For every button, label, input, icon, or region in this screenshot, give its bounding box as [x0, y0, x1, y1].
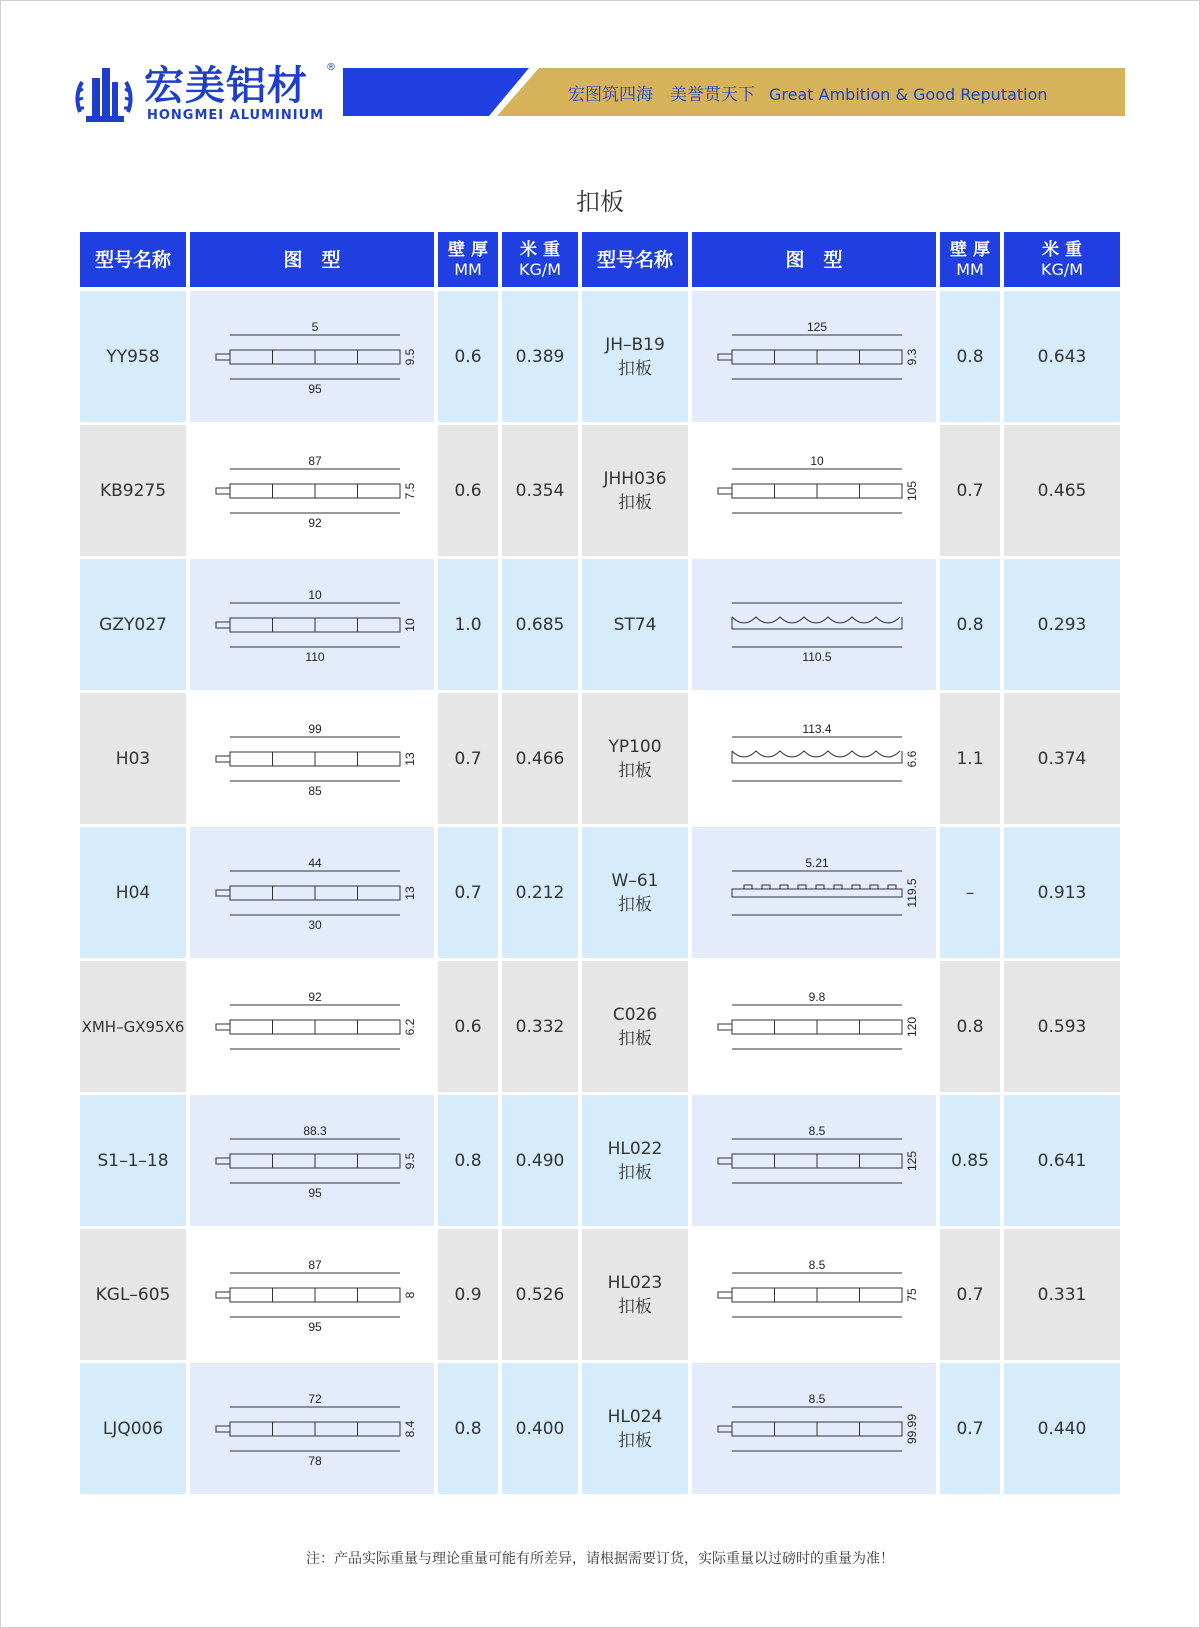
profile-tooth: [744, 885, 752, 889]
profile-diagram: [692, 1369, 936, 1489]
dimension-label: 125: [806, 319, 828, 334]
profile-drawing: [718, 1139, 902, 1183]
profile-figure-cell: [190, 961, 434, 1092]
profile-tongue: [718, 1426, 732, 1432]
profile-drawing: [216, 1139, 400, 1183]
dimension-label: 30: [308, 917, 322, 932]
profile-diagram: [692, 297, 936, 417]
dimension-label: 10: [810, 453, 824, 468]
meter-weight: 0.331: [1004, 1229, 1120, 1360]
dimension-label: 10: [308, 587, 322, 602]
profile-drawing: [718, 1407, 902, 1451]
slogan-cn: 宏图筑四海 美誉贯天下: [568, 85, 755, 105]
wall-thickness: 0.8: [438, 1095, 498, 1226]
wall-thickness: 0.7: [940, 1229, 1000, 1360]
model-cell: [80, 291, 186, 422]
profile-drawing: [216, 603, 400, 647]
model-name: YP100: [608, 736, 662, 757]
profile-diagram: [190, 967, 434, 1087]
model-cell: [80, 827, 186, 958]
wall-thickness: 0.9: [438, 1229, 498, 1360]
wall-thickness: 0.6: [438, 425, 498, 556]
header-weight-left: [502, 232, 578, 287]
dimension-label: 6.2: [403, 1018, 417, 1035]
dimension-label: 8: [403, 1291, 417, 1298]
profile-tongue: [216, 890, 230, 896]
model-name: KB9275: [99, 480, 167, 501]
profile-drawing: [718, 335, 902, 379]
header-wall-left: [438, 232, 498, 287]
model-name: JHH036: [603, 468, 667, 489]
profile-figure-cell: [692, 1363, 936, 1494]
profile-diagram: [190, 565, 434, 685]
header-figure-left: 图 型: [190, 232, 434, 287]
model-cell: [80, 1363, 186, 1494]
dimension-label: 72: [308, 1391, 322, 1406]
profile-tooth: [834, 885, 842, 889]
dimension-label: 95: [308, 1319, 322, 1334]
header-model-right: 型号名称: [582, 232, 688, 287]
profile-tooth: [780, 885, 788, 889]
profile-figure-cell: [692, 693, 936, 824]
profile-figure-cell: [190, 1095, 434, 1226]
dimension-label: 10: [403, 617, 417, 632]
meter-weight: 0.389: [502, 291, 578, 422]
model-cell: [582, 559, 688, 690]
model-cell: [80, 693, 186, 824]
dimension-label: 99.99: [905, 1413, 919, 1444]
meter-weight: 0.490: [502, 1095, 578, 1226]
profile-tooth: [798, 885, 806, 889]
profile-figure-cell: [190, 1229, 434, 1360]
meter-weight: 0.643: [1004, 291, 1120, 422]
model-subtitle: 扣板: [618, 1162, 652, 1183]
dimension-label: 78: [308, 1453, 322, 1468]
dimension-label: 8.4: [403, 1420, 417, 1437]
profile-drawing: [216, 871, 400, 915]
registered-mark: ®: [326, 62, 336, 73]
dimension-label: 110.5: [802, 649, 832, 664]
model-name: HL023: [607, 1272, 663, 1293]
wall-thickness: 1.1: [940, 693, 1000, 824]
profile-diagram: [190, 1369, 434, 1489]
model-name: XMH–GX95X6: [81, 1017, 185, 1036]
model-name: HL022: [607, 1138, 663, 1159]
profile-wave-top: [732, 751, 900, 757]
dimension-label: 9.3: [905, 348, 919, 365]
wall-thickness: 0.8: [438, 1363, 498, 1494]
profile-figure-cell: [692, 827, 936, 958]
profile-figure-cell: [190, 291, 434, 422]
brand-logo: [72, 62, 342, 126]
dimension-label: 7.5: [403, 482, 417, 499]
dimension-label: 85: [308, 783, 322, 798]
meter-weight: 0.685: [502, 559, 578, 690]
model-name: YY958: [106, 346, 160, 367]
profile-tongue: [216, 354, 230, 360]
profile-drawing: [216, 1273, 400, 1317]
profile-diagram: [692, 1101, 936, 1221]
meter-weight: 0.293: [1004, 559, 1120, 690]
profile-drawing: [216, 469, 400, 513]
profile-drawing: [732, 603, 902, 647]
model-cell: [582, 291, 688, 422]
model-subtitle: 扣板: [618, 1296, 652, 1317]
meter-weight: 0.400: [502, 1363, 578, 1494]
profile-diagram: [692, 833, 936, 953]
model-name: HL024: [607, 1406, 663, 1427]
profile-tongue: [216, 622, 230, 628]
header-wall-right: [940, 232, 1000, 287]
header-weight-label: 米 重: [1042, 239, 1082, 260]
model-subtitle: 扣板: [618, 760, 652, 781]
profile-figure-cell: [692, 291, 936, 422]
model-cell: [80, 425, 186, 556]
profile-tongue: [718, 1292, 732, 1298]
profile-figure-cell: [692, 559, 936, 690]
model-cell: [582, 693, 688, 824]
profile-tongue: [718, 354, 732, 360]
wall-thickness: 0.6: [438, 961, 498, 1092]
header-weight-label: 米 重: [520, 239, 560, 260]
profile-tooth: [816, 885, 824, 889]
model-cell: [80, 559, 186, 690]
profile-tooth: [870, 885, 878, 889]
dimension-label: 92: [308, 989, 322, 1004]
wall-thickness: 0.7: [438, 693, 498, 824]
footnote: 注：产品实际重量与理论重量可能有所差异，请根据需要订货，实际重量以过磅时的重量为准！: [306, 1551, 894, 1567]
profile-drawing: [718, 1273, 902, 1317]
slogan-en: Great Ambition & Good Reputation: [769, 85, 1048, 104]
profile-wave-top: [732, 617, 900, 623]
profile-diagram: [190, 1101, 434, 1221]
wall-thickness: 0.85: [940, 1095, 1000, 1226]
header-wall-unit: MM: [956, 259, 984, 279]
header-weight-unit: KG/M: [518, 259, 562, 279]
model-subtitle: 扣板: [618, 894, 652, 915]
wall-thickness: 0.8: [940, 559, 1000, 690]
wall-thickness: 0.7: [438, 827, 498, 958]
wall-thickness: 0.7: [940, 425, 1000, 556]
meter-weight: 0.466: [502, 693, 578, 824]
brand-name-cn: 宏美铝材: [144, 63, 308, 109]
profile-diagram: [190, 431, 434, 551]
dimension-label: 75: [905, 1287, 919, 1302]
meter-weight: 0.374: [1004, 693, 1120, 824]
meter-weight: 0.440: [1004, 1363, 1120, 1494]
profile-tongue: [216, 1426, 230, 1432]
profile-base: [732, 889, 902, 897]
page-title: 扣板: [576, 188, 624, 216]
profile-figure-cell: [190, 693, 434, 824]
profile-drawing: [732, 737, 902, 781]
profile-tongue: [216, 1024, 230, 1030]
model-cell: [582, 827, 688, 958]
meter-weight: 0.354: [502, 425, 578, 556]
dimension-label: 92: [308, 515, 322, 530]
dimension-label: 105: [905, 480, 919, 501]
meter-weight: 0.641: [1004, 1095, 1120, 1226]
model-name: KGL–605: [95, 1284, 171, 1305]
header-wall-label: 壁 厚: [950, 239, 990, 260]
header-wall-unit: MM: [454, 259, 482, 279]
model-subtitle: 扣板: [618, 1430, 652, 1451]
slogan: [568, 80, 1048, 105]
profile-tongue: [718, 488, 732, 494]
wall-thickness: 0.8: [940, 961, 1000, 1092]
dimension-label: 6.6: [905, 750, 919, 767]
profile-tongue: [216, 756, 230, 762]
dimension-label: 87: [308, 453, 322, 468]
wall-thickness: 0.7: [940, 1363, 1000, 1494]
profile-drawing: [216, 335, 400, 379]
model-name: C026: [612, 1004, 658, 1025]
dimension-label: 95: [308, 381, 322, 396]
dimension-label: 8.5: [808, 1123, 826, 1138]
dimension-label: 9.8: [808, 989, 826, 1004]
wall-thickness: –: [940, 827, 1000, 958]
profile-tooth: [888, 885, 896, 889]
dimension-label: 113.4: [802, 721, 832, 736]
wall-thickness: 0.8: [940, 291, 1000, 422]
profile-figure-cell: [692, 1095, 936, 1226]
model-name: W–61: [611, 870, 659, 891]
dimension-label: 9.5: [403, 348, 417, 365]
profile-drawing: [718, 469, 902, 513]
model-name: H04: [115, 882, 151, 903]
model-cell: [80, 1095, 186, 1226]
profile-drawing: [216, 1407, 400, 1451]
profile-diagram: [190, 833, 434, 953]
model-cell: [582, 1363, 688, 1494]
profile-figure-cell: [190, 425, 434, 556]
product-table: [80, 232, 1120, 1522]
profile-figure-cell: [190, 1363, 434, 1494]
header-model-left: 型号名称: [80, 232, 186, 287]
model-cell: [582, 1095, 688, 1226]
profile-tongue: [216, 1292, 230, 1298]
slogan-banner: [343, 68, 1125, 116]
meter-weight: 0.593: [1004, 961, 1120, 1092]
model-cell: [582, 1229, 688, 1360]
profile-tongue: [216, 488, 230, 494]
profile-figure-cell: [692, 961, 936, 1092]
model-cell: [582, 425, 688, 556]
dimension-label: 8.5: [808, 1257, 826, 1272]
profile-diagram: [692, 1235, 936, 1355]
model-name: H03: [115, 748, 151, 769]
model-cell: [80, 1229, 186, 1360]
profile-drawing: [718, 1005, 902, 1049]
meter-weight: 0.465: [1004, 425, 1120, 556]
model-name: JH–B19: [605, 334, 665, 355]
dimension-label: 119.5: [905, 877, 919, 908]
profile-drawing: [216, 737, 400, 781]
profile-tongue: [718, 1024, 732, 1030]
profile-diagram: [190, 1235, 434, 1355]
meter-weight: 0.212: [502, 827, 578, 958]
profile-diagram: [190, 699, 434, 819]
meter-weight: 0.332: [502, 961, 578, 1092]
profile-tooth: [852, 885, 860, 889]
profile-diagram: [692, 699, 936, 819]
profile-tongue: [216, 1158, 230, 1164]
model-name: LJQ006: [102, 1418, 164, 1439]
model-cell: [80, 961, 186, 1092]
profile-diagram: [692, 967, 936, 1087]
model-name: ST74: [613, 614, 657, 635]
logo-building-icon: [72, 62, 136, 126]
dimension-label: 13: [403, 885, 417, 900]
dimension-label: 13: [403, 751, 417, 766]
profile-diagram: [692, 431, 936, 551]
model-name: S1–1–18: [97, 1150, 169, 1171]
profile-figure-cell: [692, 1229, 936, 1360]
profile-diagram: [692, 565, 936, 685]
dimension-label: 110: [305, 649, 325, 664]
dimension-label: 5: [311, 319, 319, 334]
meter-weight: 0.526: [502, 1229, 578, 1360]
header-weight-unit: KG/M: [1040, 259, 1084, 279]
dimension-label: 8.5: [808, 1391, 826, 1406]
profile-figure-cell: [190, 559, 434, 690]
dimension-label: 87: [308, 1257, 322, 1272]
model-name: GZY027: [99, 614, 167, 635]
dimension-label: 44: [308, 855, 322, 870]
dimension-label: 120: [905, 1016, 919, 1037]
profile-drawing: [732, 871, 902, 915]
wall-thickness: 0.6: [438, 291, 498, 422]
dimension-label: 5.21: [805, 855, 829, 870]
model-cell: [582, 961, 688, 1092]
dimension-label: 125: [905, 1150, 919, 1171]
profile-drawing: [216, 1005, 400, 1049]
model-subtitle: 扣板: [618, 1028, 652, 1049]
dimension-label: 99: [308, 721, 322, 736]
model-subtitle: 扣板: [618, 492, 652, 513]
header-figure-right: 图 型: [692, 232, 936, 287]
profile-tooth: [762, 885, 770, 889]
header-weight-right: [1004, 232, 1120, 287]
dimension-label: 95: [308, 1185, 322, 1200]
meter-weight: 0.913: [1004, 827, 1120, 958]
header-wall-label: 壁 厚: [448, 239, 488, 260]
profile-figure-cell: [190, 827, 434, 958]
profile-tongue: [718, 1158, 732, 1164]
dimension-label: 88.3: [303, 1123, 327, 1138]
dimension-label: 9.5: [403, 1152, 417, 1169]
wall-thickness: 1.0: [438, 559, 498, 690]
brand-name-en: HONGMEI ALUMINIUM: [147, 108, 325, 123]
profile-figure-cell: [692, 425, 936, 556]
model-subtitle: 扣板: [618, 358, 652, 379]
profile-diagram: [190, 297, 434, 417]
